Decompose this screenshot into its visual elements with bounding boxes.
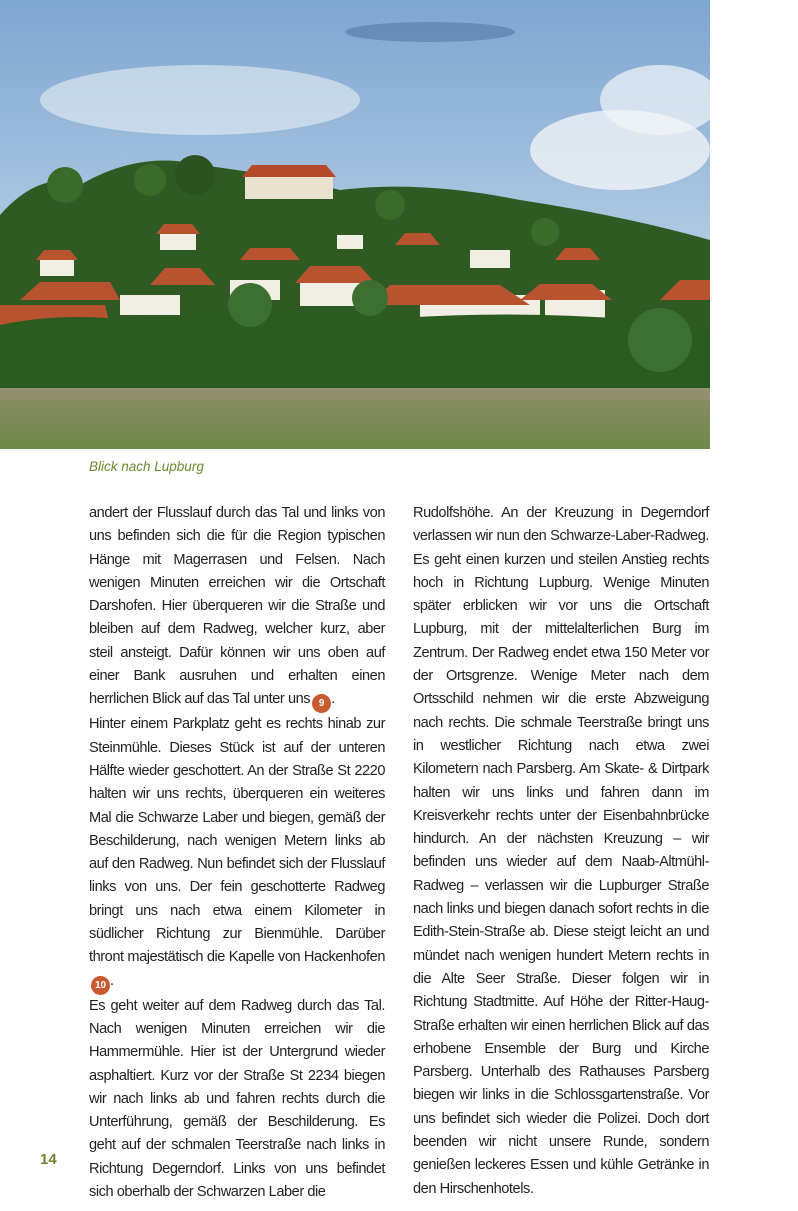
paragraph: Es geht weiter auf dem Radweg durch das Tal. Nach wenigen Minuten erreichen wir die Hammermühle. Hier ist der Untergrund wieder asphaltiert. Kurz vor der Straße St 2234 biegen wir nach links ab und fahren rechts durch die Unterführung, gemäß der Beschilderung. Es geht auf der schmalen Teerstraße nach links in Richtung Degerndorf. Links von uns befindet sich oberhalb der Schwarzen Laber die — [89, 997, 385, 1201]
route-marker-10: 10 — [91, 976, 110, 995]
paragraph — [89, 502, 385, 713]
paragraph-text: Hinter einem Parkplatz geht es rechts hinab zur Steinmühle. Dieses Stück ist auf der unteren Hälfte wieder geschottert. An der Straße St 2220 halten wir uns rechts, überqueren ein weiteres Mal die Schwarze Laber und biegen, gemäß der Beschilderung, nach wenigen Metern links ab auf den Radweg. Nun befindet sich der Flusslauf links von uns. Der fein geschotterte Radweg bringt uns nach etwa einem Kilometer in südlicher Richtung zur Bienmühle. Darüber thront majestätisch die Kapelle von Hackenhofen — [89, 716, 385, 966]
paragraph — [89, 713, 385, 994]
text-column-right — [413, 502, 709, 1201]
route-marker-9: 9 — [312, 694, 331, 713]
paragraph-end: . — [110, 972, 114, 989]
landscape-photo — [0, 0, 710, 449]
photo-caption: Blick nach Lupburg — [89, 459, 204, 474]
paragraph-text: andert der Flusslauf durch das Tal und links von uns befinden sich die für die Region typischen Hänge mit Magerrasen und Felsen. Nach wenigen Minuten erreichen wir die Ortschaft Darshofen. Hier überqueren wir die Straße und bleiben auf dem Radweg, welcher kurz, aber steil ansteigt. Dafür können wir uns oben auf einer Bank ausruhen und erhalten einen herrlichen Blick auf das Tal unter uns — [89, 505, 385, 708]
paragraph-end: . — [331, 691, 335, 708]
page-number: 14 — [40, 1151, 57, 1168]
paragraph: Rudolfshöhe. An der Kreuzung in Degerndorf verlassen wir nun den Schwarze-Laber-Radweg. Es geht einen kurzen und steilen Anstieg rechts hoch in Richtung Lupburg. Wenige Minuten später erblicken wir vor uns die Ortschaft Lupburg, mit der mittelalterlichen Burg im Zentrum. Der Radweg endet etwa 150 Meter vor der Ortsgrenze. Wenige Meter nach dem Ortsschild nehmen wir die erste Abzweigung nach rechts. Die schmale Teerstraße bringt uns in westlicher Richtung nach etwa zwei Kilometern nach Parsberg. Am Skate- & Dirtpark halten wir uns links und fahren dann im Kreisverkehr rechts unter der Eisenbahnbrücke hindurch. An der nächsten Kreuzung – wir befinden uns wieder auf dem Naab-Altmühl-Radweg – verlassen wir die Lupburger Straße nach links und biegen danach sofort rechts in die Edith-Stein-Straße ab. Diese steigt leicht an und mündet nach wenigen hundert Metern rechts in die Alte Seer Straße. Dieser folgen wir in Richtung Stadtmitte. Auf Höhe der Ritter-Haug-Straße erhalten wir einen herrlichen Blick auf das erhobene Ensemble der Burg und Kirche Parsberg. Unterhalb des Rathauses Parsberg biegen wir links in die Schlossgartenstraße. Vor uns befindet sich wieder die Polizei. Doch dort beenden wir nicht unsere Runde, sondern genießen leckeres Essen und kühle Getränke in den Hirschenhotels. — [413, 505, 709, 1197]
text-column-left — [89, 502, 385, 1204]
